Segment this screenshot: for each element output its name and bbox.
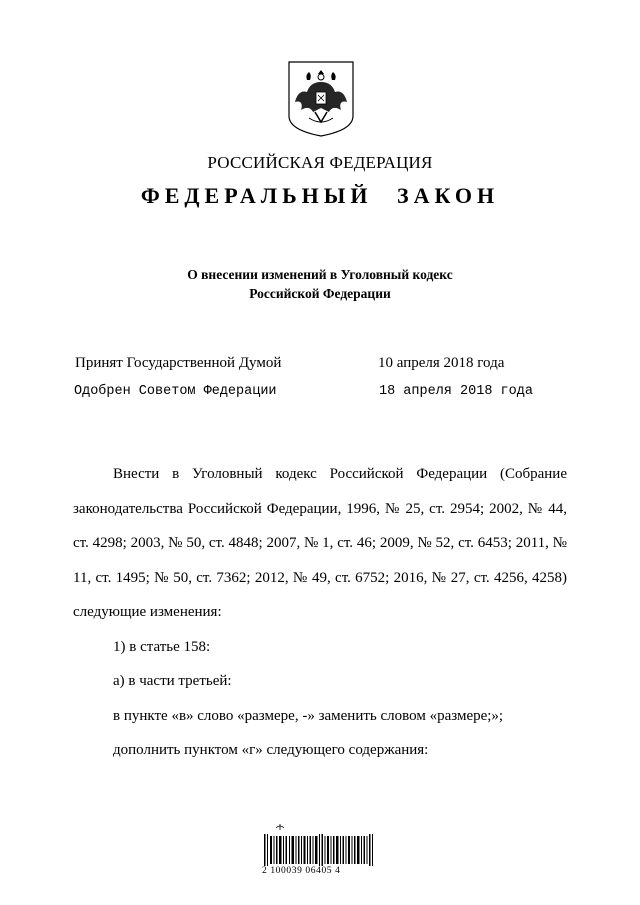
duma-adoption-date: 10 апреля 2018 года <box>378 355 505 371</box>
duma-adoption-label: Принят Государственной Думой <box>75 355 282 371</box>
law-title <box>0 265 640 303</box>
law-body <box>73 457 567 768</box>
barcode-icon <box>262 822 382 866</box>
country-name: РОССИЙСКАЯ ФЕДЕРАЦИЯ <box>207 153 433 172</box>
law-title-line-2: Российской Федерации <box>249 286 391 301</box>
intro-paragraph: Внести в Уголовный кодекс Российской Федерации (Собрание законодательства Российской Федерации, 1996, № 25, ст. 2954; 2002, № 44, ст. 4298; 2003, № 50, ст. 4848; 2007, № 1, ст. 46; 2009, № 52, ст. 6453; 2011, № 11, ст. 1495; № 50, ст. 7362; 2012, № 49, ст. 6752; 2016, № 27, ст. 4256, 4258) следующие изменения: <box>73 466 567 620</box>
law-type-heading: ФЕДЕРАЛЬНЫЙ ЗАКОН <box>140 183 500 208</box>
item-1: 1) в статье 158: <box>113 638 211 655</box>
state-emblem-icon <box>287 60 355 138</box>
item-1a-addition: дополнить пунктом «г» следующего содержания: <box>113 742 429 758</box>
council-approval-label: Одобрен Советом Федерации <box>74 384 277 399</box>
barcode <box>262 822 382 882</box>
law-title-line-1: О внесении изменений в Уголовный кодекс <box>187 267 453 282</box>
item-1a: а) в части третьей: <box>113 673 232 689</box>
council-approval-date: 18 апреля 2018 года <box>379 384 533 399</box>
item-1a-replacement: в пункте «в» слово «размере, -» заменить словом «размере;»; <box>113 707 504 724</box>
barcode-number: 2 100039 06405 4 <box>262 866 341 876</box>
